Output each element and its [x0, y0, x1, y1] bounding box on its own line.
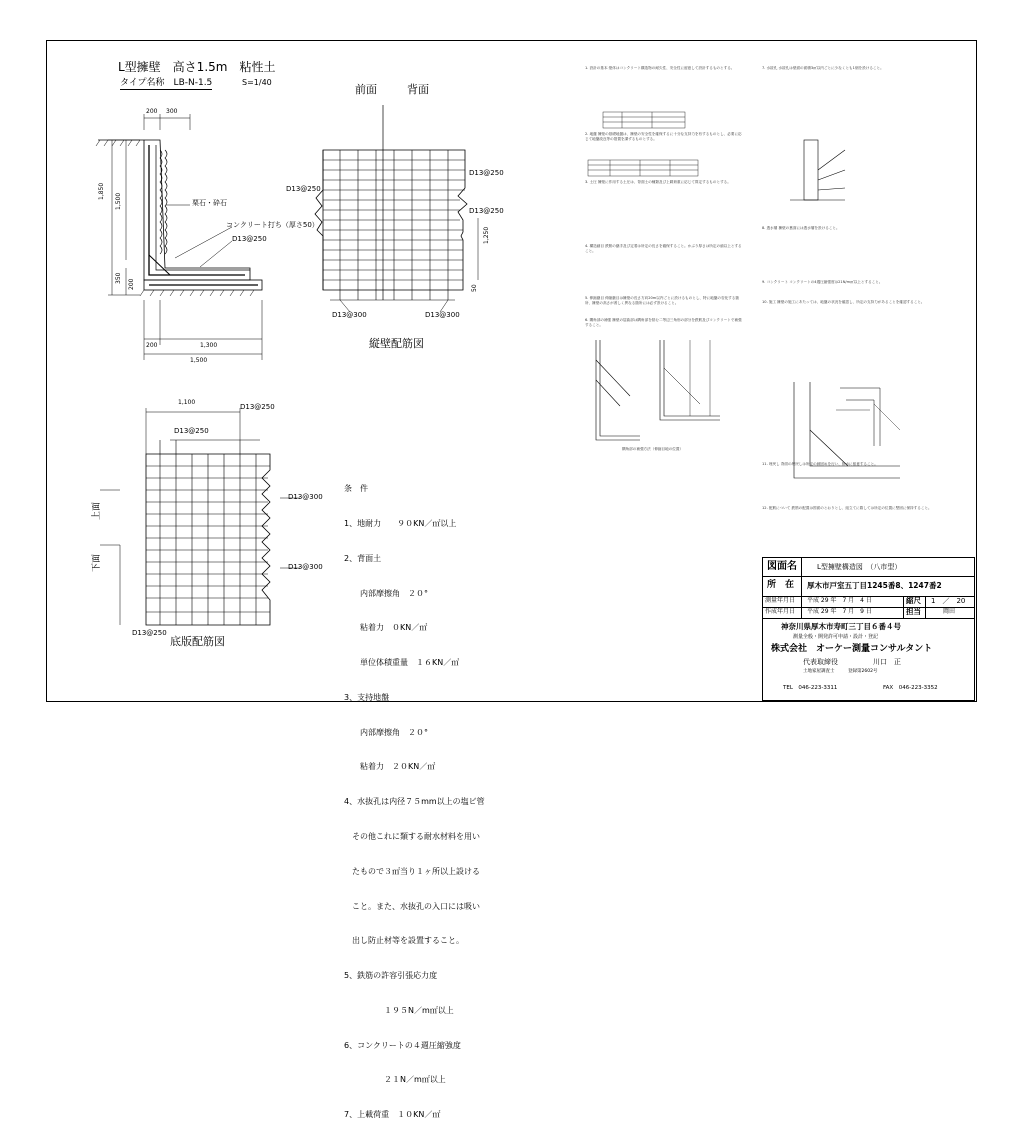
front-face-label: 前面 [355, 83, 377, 96]
conditions-line: 内部摩擦角 ２０° [344, 727, 428, 737]
concrete-label: コンクリート打ち（厚さ50） [226, 221, 319, 229]
survey-date: 平成 29 年 7 月 4 日 [807, 597, 872, 604]
conditions-line: 単位体積重量 １６KN／㎥ [344, 658, 460, 668]
spec-paragraph: 12. 配筋について 鉄筋の配置は図面のとおりとし、組立てに際しては所定の位置に堅固に保持すること。 [762, 506, 932, 510]
drawing-name-label: 図面名 [767, 561, 797, 572]
dim-label: 1,100 [178, 399, 196, 406]
conditions-line: 5、鉄筋の許容引張応力度 [344, 971, 438, 981]
wall-rebar-caption: 縦壁配筋図 [369, 337, 424, 350]
conditions-line: 2、背面土 [344, 553, 382, 563]
spec-paragraph: 11. 埋戻し 背面の埋戻しは所定の締固めを行い、排水に留意すること。 [762, 462, 878, 466]
location: 厚木市戸室五丁目1245番8、1247番2 [807, 581, 942, 590]
rebar-label: D13@250 [240, 403, 275, 411]
fax: FAX 046-223-3352 [883, 685, 938, 691]
conditions-line: 粘着力 ０KN／㎡ [344, 623, 428, 633]
dim-label: 1,500 [115, 192, 122, 210]
dim-label: 1,300 [200, 342, 218, 349]
lower-face-label: 下面 [92, 553, 102, 572]
dim-label: 200 [146, 342, 158, 349]
conditions-line: こと。また、水抜孔の入口には吸い [344, 901, 480, 911]
conditions-line: 出し防止材等を設置すること。 [344, 936, 464, 946]
dim-label: 1,250 [483, 226, 490, 244]
conditions-line: 7、上載荷重 １０KN／㎡ [344, 1110, 441, 1120]
tel: TEL 046-223-3311 [783, 685, 838, 691]
drawing-name: L型擁壁構造図 （八市型） [817, 563, 902, 571]
spec-paragraph: 4. 構造細目 鉄筋の継手及び定着は所定の長さを確保すること。かぶり厚さは所定の値以上とすること。 [585, 244, 742, 254]
rebar-label: D13@300 [425, 311, 460, 319]
gravel-label: 栗石・砕石 [192, 199, 227, 207]
back-face-label: 背面 [407, 83, 429, 96]
person-label: 担当 [906, 607, 921, 616]
dim-label: 200 [146, 108, 158, 115]
spec-figure-caption: 隅角部の補強方法（伸縮目地の位置） [622, 447, 684, 451]
spec-paragraph: 1. 設計の基本 壁体はコンクリート構造物の耐久性、安全性に留意して設計するものとする。 [585, 66, 735, 70]
representative-name: 川口 正 [873, 658, 901, 666]
created-date: 平成 29 年 7 月 9 日 [807, 608, 872, 615]
survey-date-label: 測量年月日 [765, 597, 796, 604]
rebar-label: D13@250 [469, 207, 504, 215]
spec-paragraph: 9. コンクリート コンクリートの4週圧縮強度は21N/m㎡以上とすること。 [762, 280, 883, 284]
rebar-label: D13@250 [469, 169, 504, 177]
base-rebar-caption: 底版配筋図 [170, 635, 225, 648]
conditions-block [344, 460, 485, 1132]
spec-paragraph: 3. 土圧 擁壁に作用する土圧は、背面土の種類及び上載荷重に応じて算定するものとする。 [585, 180, 731, 184]
rebar-label: D13@300 [288, 493, 323, 501]
location-label: 所 在 [767, 580, 795, 590]
conditions-line: 粘着力 ２０KN／㎡ [344, 762, 436, 772]
conditions-line: ２１N／m㎡以上 [344, 1075, 446, 1085]
conditions-line: その他これに類する耐水材料を用い [344, 832, 480, 841]
conditions-line: 1、地耐力 ９０KN／㎡以上 [344, 518, 457, 528]
dim-label: 300 [166, 108, 178, 115]
conditions-line: １９５N／m㎡以上 [344, 1005, 454, 1015]
person: 岡田 [943, 608, 956, 615]
drawing-title: L型擁壁 高さ1.5m 粘性土 [118, 60, 276, 74]
spec-paragraph: 2. 地盤 擁壁の基礎地盤は、擁壁の安全性を確保するに十分な支持力を有するものとし、必要に応じて地盤改良等の措置を講ずるものとする。 [585, 132, 742, 142]
spec-paragraph: 6. 隅角部の補強 擁壁の屈曲部は隅角部を挟む二等辺三角形の部分を鉄筋及びコンクリートで補強すること。 [585, 318, 742, 328]
license: 土地家屋調査士 登録第2602号 [803, 669, 878, 674]
spec-paragraph: 7. 水抜孔 水抜孔は壁面の面積3㎡以内ごとに少なくとも1個を設けること。 [762, 66, 884, 70]
dim-label: 1,850 [98, 182, 105, 200]
conditions-line: 内部摩擦角 ２０° [344, 588, 428, 598]
conditions-line: 6、コンクリートの４週圧縮強度 [344, 1040, 461, 1050]
base-rebar-grid [100, 408, 300, 625]
wall-rebar-grid [315, 105, 478, 312]
conditions-line: たもので３㎡当り１ヶ所以上設ける [344, 866, 480, 876]
rebar-label: D13@250 [286, 185, 321, 193]
dim-label: 200 [128, 278, 135, 290]
rebar-label: D13@300 [332, 311, 367, 319]
company-address: 神奈川県厚木市寿町三丁目６番４号 [781, 622, 901, 631]
company-name: 株式会社 オーケー測量コンサルタント [771, 644, 933, 654]
dim-label: 50 [471, 284, 478, 292]
representative-title: 代表取締役 [803, 658, 838, 666]
dim-label: 350 [115, 272, 122, 284]
created-date-label: 作成年月日 [765, 608, 796, 615]
scale-field-label: 縮尺 [906, 596, 921, 605]
spec-paragraph: 8. 透水層 擁壁の裏面には透水層を設けること。 [762, 226, 840, 230]
spec-paragraph: 5. 伸縮継目 伸縮継目は擁壁の長さ方向20m以内ごとに設けるものとし、特に地盤の変化する箇所、擁壁の高さが著しく異なる箇所には必ず設けること。 [585, 296, 739, 306]
spec-paragraph: 10. 施工 擁壁の施工にあたっては、地盤の状況を確認し、所定の支持力があることを確認すること。 [762, 300, 925, 304]
company-business: 測量全般・開発許可申請・設計・登記 [793, 634, 879, 640]
scale-value: 1 ／ 20 [931, 597, 966, 605]
conditions-line: 4、水抜孔は内径７５mm以上の塩ビ管 [344, 797, 485, 807]
rebar-label: D13@300 [288, 563, 323, 571]
scale-label: S=1/40 [242, 78, 272, 87]
dim-label: 1,500 [190, 357, 208, 364]
conditions-line: 3、支持地盤 [344, 692, 390, 702]
title-block [762, 557, 975, 701]
conditions-heading: 条 件 [344, 484, 368, 494]
rebar-label: D13@250 [232, 235, 267, 243]
rebar-label: D13@250 [174, 427, 209, 435]
type-label: タイプ名称 LB-N-1.5 [120, 78, 213, 88]
upper-face-label: 上面 [92, 501, 102, 520]
rebar-label: D13@250 [132, 629, 167, 637]
